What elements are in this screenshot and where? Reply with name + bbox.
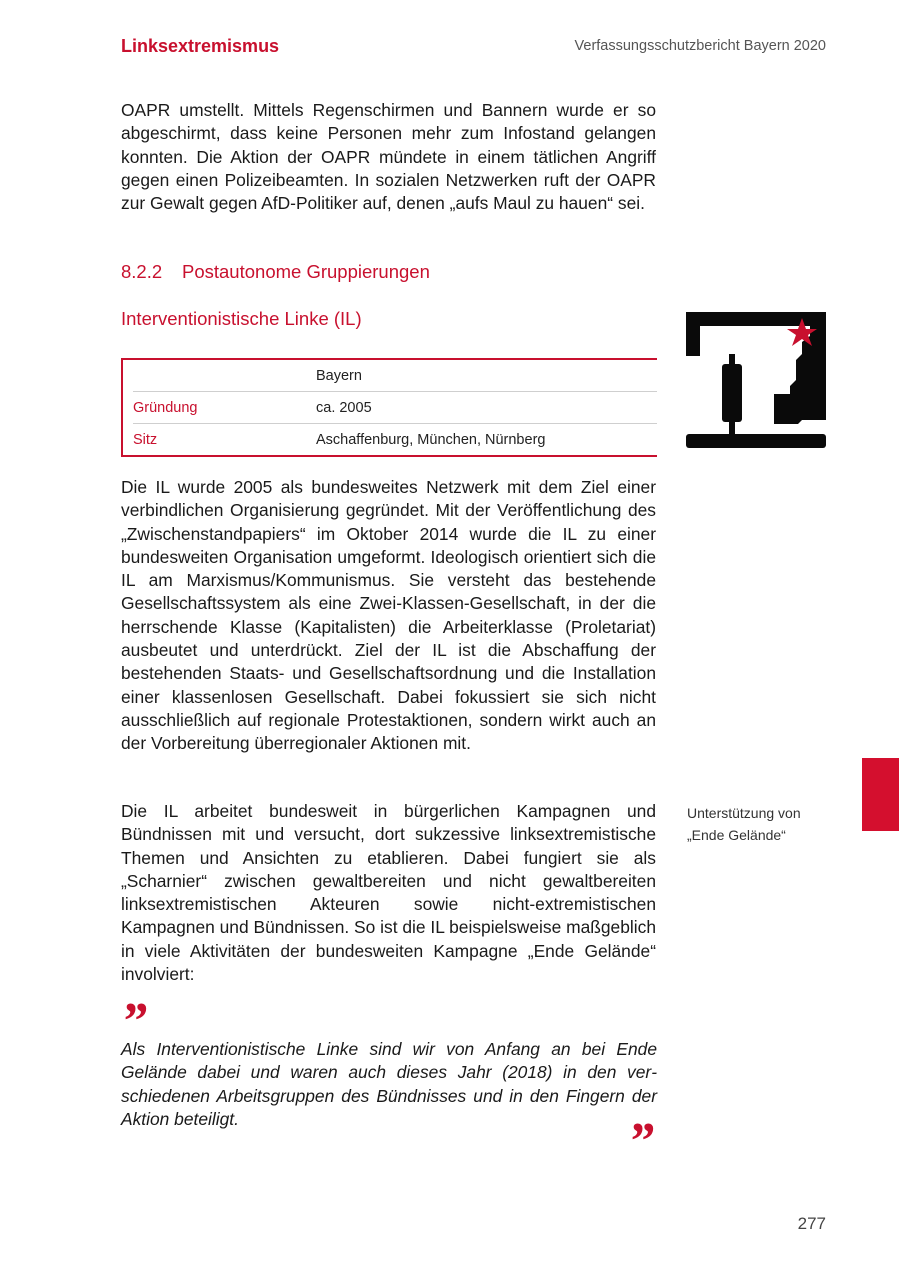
section-title: Postautonome Gruppierungen: [182, 261, 430, 282]
info-key-sitz: Sitz: [133, 431, 158, 448]
margin-note-line: „Ende Gelände“: [687, 827, 786, 843]
quote-text: Als Interventionistische Linke sind wir von Anfang an bei Ende Gelände dabei und waren auch dieses Jahr (2018) in den verschiedenen Arbeitsgruppen des Bündnisses und in den Fingern der Aktion beteiligt.: [121, 1039, 657, 1129]
section-heading: [121, 261, 430, 283]
margin-note-line: Unterstützung von: [687, 805, 801, 821]
quote-close-mark: ”: [628, 1113, 654, 1170]
paragraph-organisation: Die IL wurde 2005 als bundesweites Netzwerk mit dem Ziel einer verbindlichen Organisierung gegründet. Mit der Veröffentlichung des „Zwischenstandpapiers“ im Oktober 2014 wurde die IL zu einer bundesweiten Organisation umgeformt. Ideologisch orientiert sich die IL am Marxismus/Kommunismus. Sie versteht das bestehende Gesellschaftssystem als eine Zwei-Klassen-Gesellschaft, in der die herrschende Klasse (Kapitalisten) die Arbeiterklasse (Proletariat) ausbeutet und unterdrückt. Ziel der IL ist die Abschaffung der bestehenden Staats- und Gesellschaftsordnung und die Installation einer klassenlosen Gesellschaft. Dabei fokussiert sie sich nicht ausschließlich auf regionale Protestaktionen, sondern wirkt auch an der Vorbereitung überregionaler Aktionen mit.: [121, 477, 656, 754]
quote-open-mark: ”: [121, 993, 147, 1050]
info-value-sitz: Aschaffenburg, München, Nürnberg: [316, 431, 546, 448]
info-table-header-row: [133, 360, 657, 392]
info-key-gruendung: Gründung: [133, 399, 198, 416]
chapter-thumb-tab: [862, 758, 899, 831]
info-table-header: Bayern: [316, 367, 362, 384]
organisation-heading: Interventionistische Linke (IL): [121, 308, 362, 329]
paragraph-campaigns: Die IL arbeitet bundesweit in bürgerlichen Kampagnen und Bündnissen mit und versucht, dort sukzessive linksextremistische Themen und Ansichten zu etablieren. Dabei fungiert sie als „Scharnier“ zwischen gewaltbereiten und nicht gewaltbereiten linksextremistischen Akteuren sowie nicht-extremistischen Kampagnen und Bündnissen. So ist die IL beispielsweise maßgeblich in viele Aktivitäten der bundesweiten Kampagne „Ende Gelände“ involviert:: [121, 801, 656, 985]
margin-note: [687, 802, 837, 846]
running-header-report: Verfassungsschutzbericht Bayern 2020: [574, 38, 826, 54]
info-table-row: [133, 392, 657, 424]
page-number: 277: [797, 1214, 826, 1233]
info-table: [121, 358, 657, 457]
info-value-gruendung: ca. 2005: [316, 399, 372, 416]
section-number: 8.2.2: [121, 261, 163, 282]
running-header-section: Linksextremismus: [121, 36, 280, 56]
intro-paragraph: OAPR umstellt. Mittels Regenschirmen und Bannern wurde er so abgeschirmt, dass keine Personen mehr zum Infostand gelangen konnten. Die Aktion der OAPR mündete in einem tätlichen Angriff gegen einen Polizeibeamten. In sozialen Netzwerken ruft der OAPR zur Gewalt gegen AfD-Politiker auf, denen „aufs Maul zu hauen“ sei.: [121, 100, 656, 214]
info-table-row: [133, 424, 657, 455]
interventionistische-linke-logo: [686, 312, 826, 452]
